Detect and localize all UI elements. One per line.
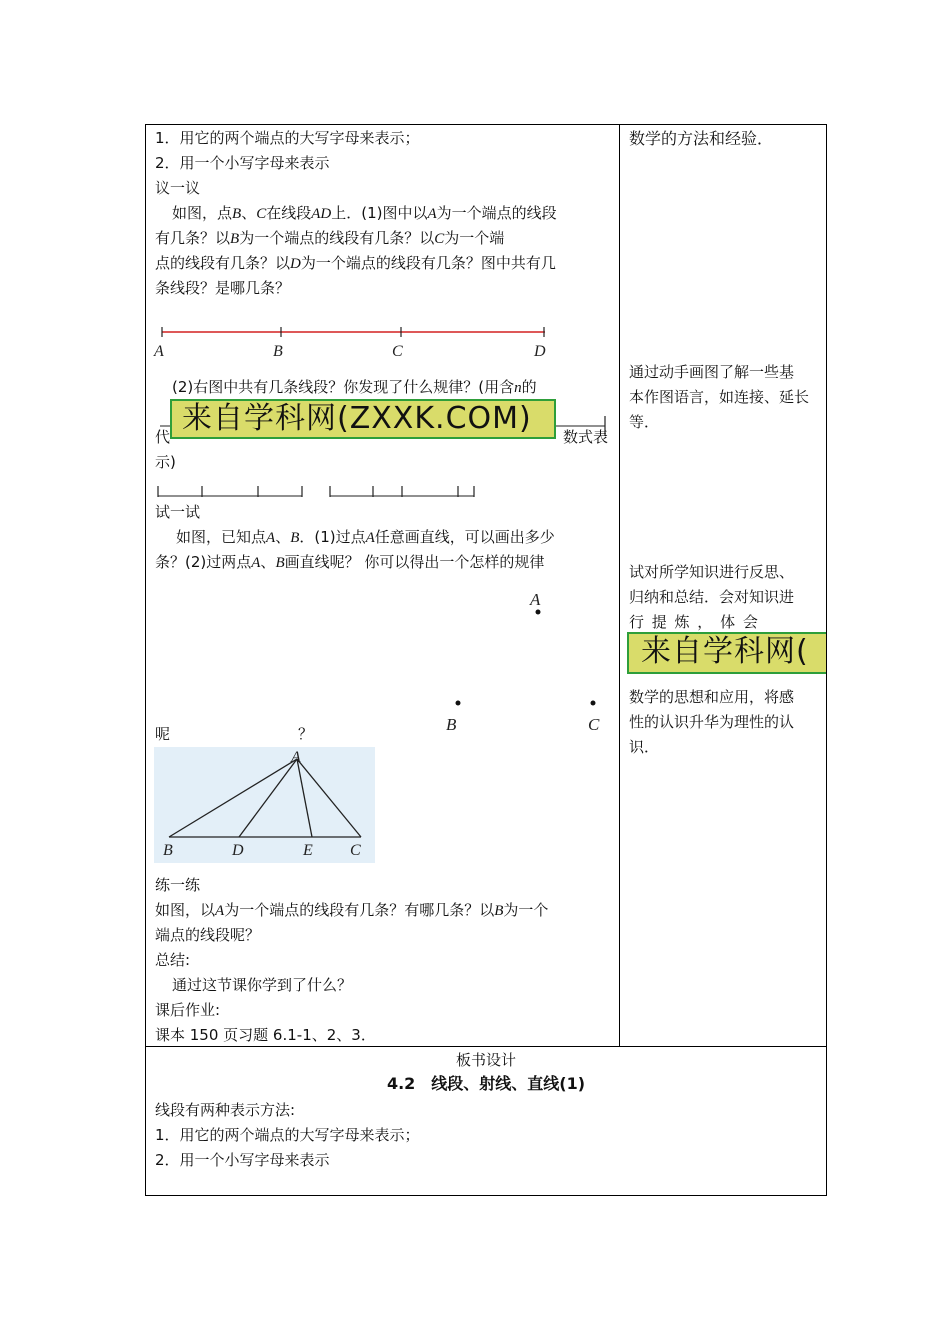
point-label-a: A [530,590,541,609]
right-note-4-line-2: 性的认识升华为理性的认 [629,713,795,731]
table-bottom-border [145,1195,827,1196]
practice-para-line-1: 如图，以A为一个端点的线段有几条？有哪几条？以B为一个 [155,901,549,919]
discuss-para-line-4: 条线段？是哪几条？ [155,279,291,297]
right-note-4-line-3: 识． [629,738,660,756]
practice-title: 练一练 [155,876,201,894]
method-line-1: 1．用它的两个端点的大写字母来表示； [155,129,420,147]
right-note-3-line-1: 试对所学知识进行反思、 [629,563,795,581]
question-2-line-2-right: 数式表 [563,428,609,446]
right-note-3-line-2: 归纳和总结．会对知识进 [629,588,795,606]
method-line-2: 2．用一个小写字母来表示 [155,154,330,172]
try-para-line-3-left: 呢 [155,725,171,743]
triangle-label-b: B [163,842,173,859]
watermark-banner [170,399,556,439]
watermark-text: 来自学科网(ZXXK.COM) [182,401,532,436]
table-top-border [145,124,827,125]
try-para-line-3-right: ？ [298,725,314,743]
question-2-line-1: (2)右图中共有几条线段？你发现了什么规律？(用含n的 [172,378,537,396]
right-note-2-line-2: 本作图语言，如连接、延长 [629,388,810,406]
column-divider [619,124,620,1046]
triangle-label-c: C [350,842,361,859]
segment-ad-figure [150,322,560,364]
point-c [591,701,596,706]
try-para-line-2: 条？(2)过两点A、B画直线呢？ 你可以得出一个怎样的规律 [155,553,545,571]
board-heading: 4.2 线段、射线、直线(1) [386,1074,586,1093]
discuss-para-line-3: 点的线段有几条？以D为一个端点的线段有几条？图中共有几 [155,254,556,272]
discuss-para-line-1: 如图，点B、C在线段AD上．(1)图中以A为一个端点的线段 [172,204,557,222]
right-note-2-line-1: 通过动手画图了解一些基 [629,363,795,381]
right-note-4-line-1: 数学的思想和应用，将感 [629,688,795,706]
point-b [456,701,461,706]
board-title: 板书设计 [455,1051,516,1069]
points-figure [430,585,615,735]
summary-question: 通过这节课你学到了什么？ [172,976,353,994]
question-2-line-2-left: 代 [155,428,171,446]
board-line-2: 1．用它的两个端点的大写字母来表示； [155,1126,420,1144]
segment-label-c: C [392,343,403,360]
segment-label-a: A [154,343,164,360]
practice-para-line-2: 端点的线段呢？ [155,926,261,944]
segment-label-b: B [273,343,283,360]
question-2-line-3: 示) [155,453,176,471]
try-para-line-1: 如图，已知点A、B．(1)过点A任意画直线，可以画出多少 [176,528,555,546]
try-title: 试一试 [155,503,201,521]
triangle-label-a: A [291,749,301,766]
segment-label-d: D [534,343,546,360]
homework-title: 课后作业: [155,1001,221,1019]
triangle-label-d: D [232,842,244,859]
homework-text: 课本 150 页习题 6.1-1、2、3． [155,1026,376,1044]
board-line-3: 2．用一个小写字母来表示 [155,1151,330,1169]
point-label-c: C [588,715,600,734]
triangle-figure [154,747,375,863]
table-divider [145,1046,827,1047]
triangle-figure-background [154,747,375,863]
right-note-2-line-3: 等． [629,413,660,431]
table-left-border [145,124,146,1196]
right-note-3-line-3: 行 提 炼 ， 体 会 [629,613,758,631]
watermark-side-text: 来自学科网( [641,634,809,669]
watermark-side-banner [627,632,826,674]
triangle-label-e: E [303,842,313,859]
point-a [536,610,541,615]
summary-title: 总结: [155,951,191,969]
discuss-para-line-2: 有几条？以B为一个端点的线段有几条？以C为一个端 [155,229,505,247]
right-note-1: 数学的方法和经验． [629,129,774,148]
board-line-1: 线段有两种表示方法: [155,1101,296,1119]
point-label-b: B [446,715,457,734]
discuss-title: 议一议 [155,179,201,197]
table-right-border [826,124,827,1196]
